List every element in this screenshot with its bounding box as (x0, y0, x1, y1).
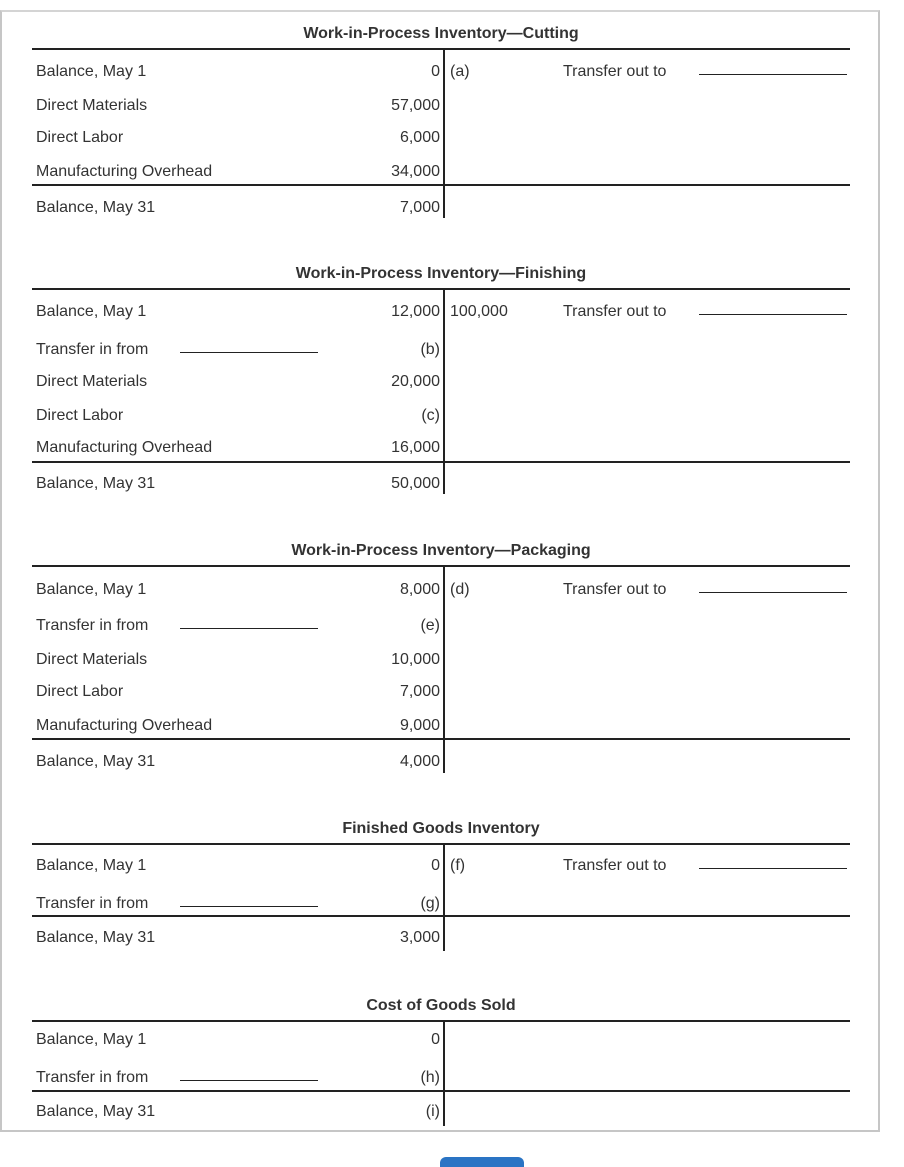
debit-amount: 57,000 (391, 97, 440, 114)
ledger-row (32, 1068, 850, 1088)
transfer-in-blank-input[interactable] (180, 628, 318, 629)
ledger-row (32, 406, 850, 426)
row-label: Balance, May 1 (36, 63, 147, 80)
row-label: Direct Materials (36, 97, 148, 114)
ledger-row (32, 894, 850, 914)
debit-amount: 9,000 (399, 717, 440, 734)
submit-button[interactable] (440, 1157, 524, 1167)
credit-amount: 100,000 (450, 303, 508, 320)
t-account-cost-of-goods-sold (32, 994, 850, 1128)
account-title: Cost of Goods Sold (366, 997, 516, 1014)
ledger-row (32, 162, 850, 182)
debit-amount: (b) (420, 341, 440, 358)
ledger-row (32, 1030, 850, 1050)
transfer-out-label: Transfer out to (563, 581, 667, 598)
balance-label: Balance, May 31 (36, 199, 156, 216)
balance-row (32, 1102, 850, 1122)
ledger-row (32, 62, 850, 82)
row-label: Balance, May 1 (36, 857, 147, 874)
transfer-out-blank-input[interactable] (699, 74, 847, 75)
debit-amount: (e) (420, 617, 440, 634)
account-title: Finished Goods Inventory (342, 820, 540, 837)
transfer-in-blank-input[interactable] (180, 906, 318, 907)
debit-amount: (g) (420, 895, 440, 912)
transfer-in-blank-input[interactable] (180, 1080, 318, 1081)
transfer-out-blank-input[interactable] (699, 314, 847, 315)
total-rule (32, 184, 850, 186)
ledger-row (32, 438, 850, 458)
credit-amount: (a) (450, 63, 470, 80)
ledger-row (32, 372, 850, 392)
row-label: Manufacturing Overhead (36, 717, 213, 734)
account-title: Work-in-Process Inventory—Finishing (295, 265, 587, 282)
top-rule (32, 565, 850, 567)
balance-amount: 3,000 (399, 929, 440, 946)
row-label: Transfer in from (36, 1069, 149, 1086)
top-rule (32, 288, 850, 290)
transfer-out-label: Transfer out to (563, 63, 667, 80)
balance-label: Balance, May 31 (36, 1103, 156, 1120)
ledger-row (32, 716, 850, 736)
debit-amount: 16,000 (391, 439, 440, 456)
row-label: Direct Materials (36, 373, 148, 390)
row-label: Direct Labor (36, 683, 124, 700)
ledger-row (32, 340, 850, 360)
balance-amount: 4,000 (399, 753, 440, 770)
ledger-row (32, 616, 850, 636)
balance-label: Balance, May 31 (36, 929, 156, 946)
transfer-out-label: Transfer out to (563, 857, 667, 874)
top-rule (32, 48, 850, 50)
ledger-row (32, 682, 850, 702)
transfer-out-blank-input[interactable] (699, 592, 847, 593)
total-rule (32, 915, 850, 917)
debit-amount: 6,000 (399, 129, 440, 146)
transfer-in-blank-input[interactable] (180, 352, 318, 353)
row-label: Direct Labor (36, 129, 124, 146)
row-label: Balance, May 1 (36, 303, 147, 320)
row-label: Direct Materials (36, 651, 148, 668)
debit-amount: (c) (421, 407, 440, 424)
t-account-cutting (32, 22, 850, 222)
balance-row (32, 198, 850, 218)
total-rule (32, 1090, 850, 1092)
credit-amount: (f) (450, 857, 466, 874)
debit-amount: 34,000 (391, 163, 440, 180)
row-label: Direct Labor (36, 407, 124, 424)
row-label: Manufacturing Overhead (36, 439, 213, 456)
row-label: Transfer in from (36, 341, 149, 358)
row-label: Balance, May 1 (36, 1031, 147, 1048)
ledger-row (32, 128, 850, 148)
debit-amount: 12,000 (391, 303, 440, 320)
balance-amount: 7,000 (399, 199, 440, 216)
debit-amount: 0 (431, 857, 440, 874)
account-title: Work-in-Process Inventory—Packaging (291, 542, 591, 559)
balance-label: Balance, May 31 (36, 475, 156, 492)
transfer-out-label: Transfer out to (563, 303, 667, 320)
credit-amount: (d) (450, 581, 470, 598)
row-label: Transfer in from (36, 895, 149, 912)
t-account-finishing (32, 262, 850, 498)
row-label: Transfer in from (36, 617, 149, 634)
ledger-row (32, 856, 850, 876)
ledger-row (32, 302, 850, 322)
t-account-finished-goods (32, 817, 850, 953)
ledger-row (32, 580, 850, 600)
top-rule (32, 1020, 850, 1022)
debit-amount: 10,000 (391, 651, 440, 668)
balance-label: Balance, May 31 (36, 753, 156, 770)
balance-amount: (i) (425, 1103, 440, 1120)
debit-amount: 8,000 (399, 581, 440, 598)
debit-amount: 20,000 (391, 373, 440, 390)
total-rule (32, 461, 850, 463)
balance-row (32, 474, 850, 494)
balance-amount: 50,000 (391, 475, 440, 492)
balance-row (32, 752, 850, 772)
debit-amount: 0 (431, 63, 440, 80)
debit-amount: (h) (420, 1069, 440, 1086)
ledger-row (32, 650, 850, 670)
debit-amount: 7,000 (399, 683, 440, 700)
account-title: Work-in-Process Inventory—Cutting (303, 25, 579, 42)
total-rule (32, 738, 850, 740)
top-rule (32, 843, 850, 845)
row-label: Manufacturing Overhead (36, 163, 213, 180)
debit-amount: 0 (431, 1031, 440, 1048)
row-label: Balance, May 1 (36, 581, 147, 598)
t-account-packaging (32, 539, 850, 775)
balance-row (32, 928, 850, 948)
transfer-out-blank-input[interactable] (699, 868, 847, 869)
ledger-row (32, 96, 850, 116)
